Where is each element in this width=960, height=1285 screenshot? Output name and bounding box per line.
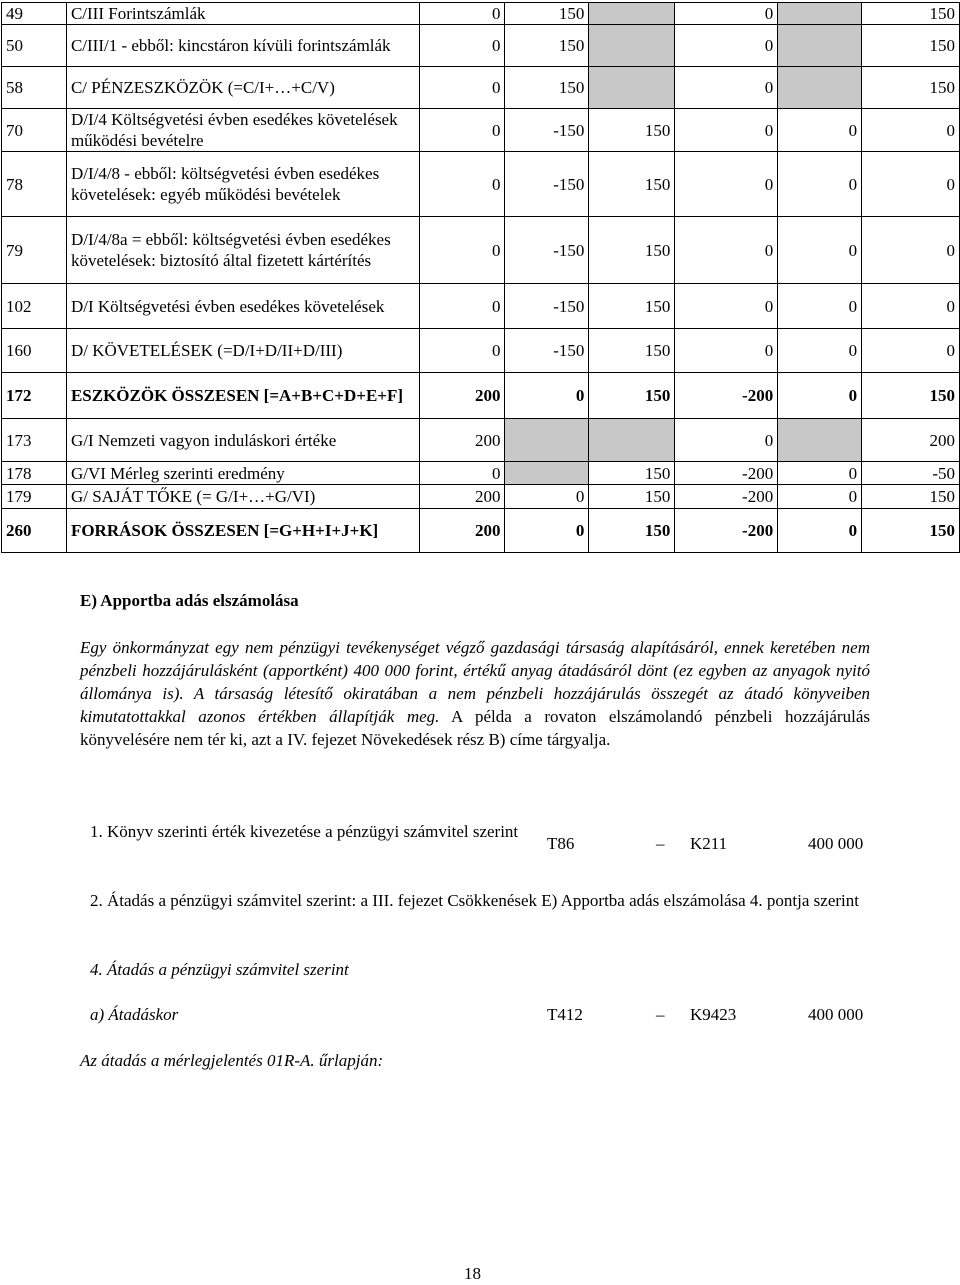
value-cell: 0 <box>675 329 778 373</box>
entry-2-text: 2. Átadás a pénzügyi számvitel szerint: a III. fejezet Csökkenések E) Apportba adás elszámolása 4. pontja szerint <box>90 891 859 910</box>
value-cell: -50 <box>862 462 960 485</box>
row-label: C/III/1 - ebből: kincstáron kívüli forintszámlák <box>66 25 419 67</box>
table-row <box>2 217 960 284</box>
table-row <box>2 329 960 373</box>
row-number: 79 <box>2 217 67 284</box>
value-cell: 0 <box>675 109 778 152</box>
value-cell <box>778 419 862 462</box>
entry-4-text: 4. Átadás a pénzügyi számvitel szerint <box>90 960 349 979</box>
value-cell <box>589 3 675 25</box>
value-cell: 150 <box>589 284 675 329</box>
value-cell: -150 <box>505 152 589 217</box>
value-cell: 150 <box>589 329 675 373</box>
value-cell: 150 <box>505 3 589 25</box>
value-cell: 200 <box>419 373 505 419</box>
row-label: G/VI Mérleg szerinti eredmény <box>66 462 419 485</box>
row-label: D/I Költségvetési évben esedékes követelések <box>66 284 419 329</box>
value-cell: 0 <box>419 329 505 373</box>
row-label: C/ PÉNZESZKÖZÖK (=C/I+…+C/V) <box>66 67 419 109</box>
row-label: D/ KÖVETELÉSEK (=D/I+D/II+D/III) <box>66 329 419 373</box>
value-cell: 0 <box>675 419 778 462</box>
value-cell: 150 <box>505 67 589 109</box>
row-number: 173 <box>2 419 67 462</box>
value-cell: 200 <box>419 485 505 509</box>
value-cell: 0 <box>675 3 778 25</box>
value-cell: 150 <box>589 217 675 284</box>
intro-normal: A példa a rovaton elszámolandó pénzbeli hozzájárulás könyvelésére nem tér ki, azt a IV. fejezet Növekedések rész B) címe tárgyalja. <box>80 707 870 749</box>
row-number: 178 <box>2 462 67 485</box>
table-row <box>2 3 960 25</box>
value-cell: 0 <box>419 284 505 329</box>
table-row <box>2 373 960 419</box>
form-reference: Az átadás a mérlegjelentés 01R-A. űrlapján: <box>80 1051 384 1070</box>
entry-a-debit: T412 <box>547 1005 583 1024</box>
value-cell: 150 <box>505 25 589 67</box>
row-number: 160 <box>2 329 67 373</box>
value-cell: -200 <box>675 373 778 419</box>
value-cell: 150 <box>589 485 675 509</box>
value-cell: 0 <box>778 152 862 217</box>
entry-1-dash: – <box>656 834 665 853</box>
value-cell: -150 <box>505 329 589 373</box>
row-label: C/III Forintszámlák <box>66 3 419 25</box>
value-cell <box>778 25 862 67</box>
entry-a-text: a) Átadáskor <box>90 1005 179 1024</box>
balance-table <box>1 2 960 553</box>
value-cell: 0 <box>505 373 589 419</box>
row-label: G/I Nemzeti vagyon induláskori értéke <box>66 419 419 462</box>
row-label: ESZKÖZÖK ÖSSZESEN [=A+B+C+D+E+F] <box>66 373 419 419</box>
value-cell: 0 <box>778 462 862 485</box>
row-number: 58 <box>2 67 67 109</box>
row-number: 50 <box>2 25 67 67</box>
table-row <box>2 152 960 217</box>
value-cell: 0 <box>419 67 505 109</box>
entry-a-credit: K9423 <box>690 1005 737 1024</box>
value-cell <box>778 3 862 25</box>
value-cell: 150 <box>862 25 960 67</box>
value-cell: 200 <box>419 509 505 553</box>
row-number: 179 <box>2 485 67 509</box>
value-cell: 0 <box>419 3 505 25</box>
value-cell: 0 <box>862 109 960 152</box>
value-cell: 0 <box>675 217 778 284</box>
value-cell: 150 <box>862 485 960 509</box>
value-cell: -200 <box>675 485 778 509</box>
entry-1-amount: 400 000 <box>808 834 864 853</box>
value-cell: 0 <box>778 284 862 329</box>
value-cell: -150 <box>505 217 589 284</box>
value-cell: 0 <box>505 485 589 509</box>
table-row <box>2 462 960 485</box>
value-cell: 0 <box>862 329 960 373</box>
value-cell: 150 <box>589 109 675 152</box>
entry-1-credit: K211 <box>690 834 728 853</box>
row-label: D/I/4/8 - ebből: költségvetési évben esedékes követelések: egyéb működési bevételek <box>66 152 419 217</box>
value-cell: 0 <box>419 109 505 152</box>
value-cell <box>589 25 675 67</box>
row-number: 260 <box>2 509 67 553</box>
value-cell: 0 <box>778 109 862 152</box>
row-number: 78 <box>2 152 67 217</box>
value-cell: 0 <box>675 152 778 217</box>
value-cell: 150 <box>862 3 960 25</box>
row-label: FORRÁSOK ÖSSZESEN [=G+H+I+J+K] <box>66 509 419 553</box>
table-row <box>2 109 960 152</box>
value-cell: 0 <box>862 284 960 329</box>
value-cell: 200 <box>419 419 505 462</box>
value-cell: -200 <box>675 462 778 485</box>
value-cell: 200 <box>862 419 960 462</box>
table-row <box>2 509 960 553</box>
value-cell: 0 <box>862 217 960 284</box>
page-number: 18 <box>464 1264 481 1283</box>
intro-paragraph <box>80 636 870 751</box>
value-cell: 0 <box>778 509 862 553</box>
row-number: 172 <box>2 373 67 419</box>
value-cell: 0 <box>675 284 778 329</box>
section-heading: E) Apportba adás elszámolása <box>80 591 299 610</box>
table-row <box>2 25 960 67</box>
value-cell: -150 <box>505 109 589 152</box>
value-cell: 0 <box>419 462 505 485</box>
value-cell: 0 <box>505 509 589 553</box>
value-cell: 0 <box>419 25 505 67</box>
entry-a-amount: 400 000 <box>808 1005 864 1024</box>
value-cell: 150 <box>862 67 960 109</box>
value-cell: 0 <box>778 485 862 509</box>
table-row <box>2 67 960 109</box>
value-cell: 150 <box>589 152 675 217</box>
row-number: 49 <box>2 3 67 25</box>
row-label: D/I/4 Költségvetési évben esedékes követelések működési bevételre <box>66 109 419 152</box>
row-number: 102 <box>2 284 67 329</box>
value-cell <box>589 67 675 109</box>
value-cell: 0 <box>419 152 505 217</box>
value-cell: -150 <box>505 284 589 329</box>
value-cell: 150 <box>862 373 960 419</box>
value-cell: 150 <box>589 462 675 485</box>
table-row <box>2 485 960 509</box>
entry-1-text: 1. Könyv szerinti érték kivezetése a pénzügyi számvitel szerint <box>90 822 519 841</box>
value-cell <box>505 462 589 485</box>
value-cell: 0 <box>778 329 862 373</box>
table-row <box>2 284 960 329</box>
value-cell <box>589 419 675 462</box>
value-cell: 0 <box>675 25 778 67</box>
row-label: D/I/4/8a = ebből: költségvetési évben esedékes követelések: biztosító által fizetett kártérítés <box>66 217 419 284</box>
value-cell: 0 <box>862 152 960 217</box>
row-number: 70 <box>2 109 67 152</box>
value-cell: 150 <box>862 509 960 553</box>
entry-a-dash: – <box>656 1005 665 1024</box>
entry-1-debit: T86 <box>547 834 575 853</box>
value-cell: 0 <box>778 217 862 284</box>
value-cell: 0 <box>778 373 862 419</box>
value-cell <box>778 67 862 109</box>
row-label: G/ SAJÁT TŐKE (= G/I+…+G/VI) <box>66 485 419 509</box>
value-cell: -200 <box>675 509 778 553</box>
value-cell: 150 <box>589 373 675 419</box>
value-cell: 0 <box>419 217 505 284</box>
table-row <box>2 419 960 462</box>
value-cell: 150 <box>589 509 675 553</box>
intro-italic: Egy önkormányzat egy nem pénzügyi tevékenységet végző gazdasági társaság alapításáról, ennek keretében nem pénzbeli hozzájárulásként (apportként) 400 000 forint, értékű anyag átadásáról dönt (ez egyben az anyagok nyitó állománya is). A társaság létesítő okiratában a nem pénzbeli hozzájárulás összegét az átadó könyveiben kimutatottakkal azonos értékben állapítják meg. <box>80 638 870 726</box>
value-cell: 0 <box>675 67 778 109</box>
value-cell <box>505 419 589 462</box>
